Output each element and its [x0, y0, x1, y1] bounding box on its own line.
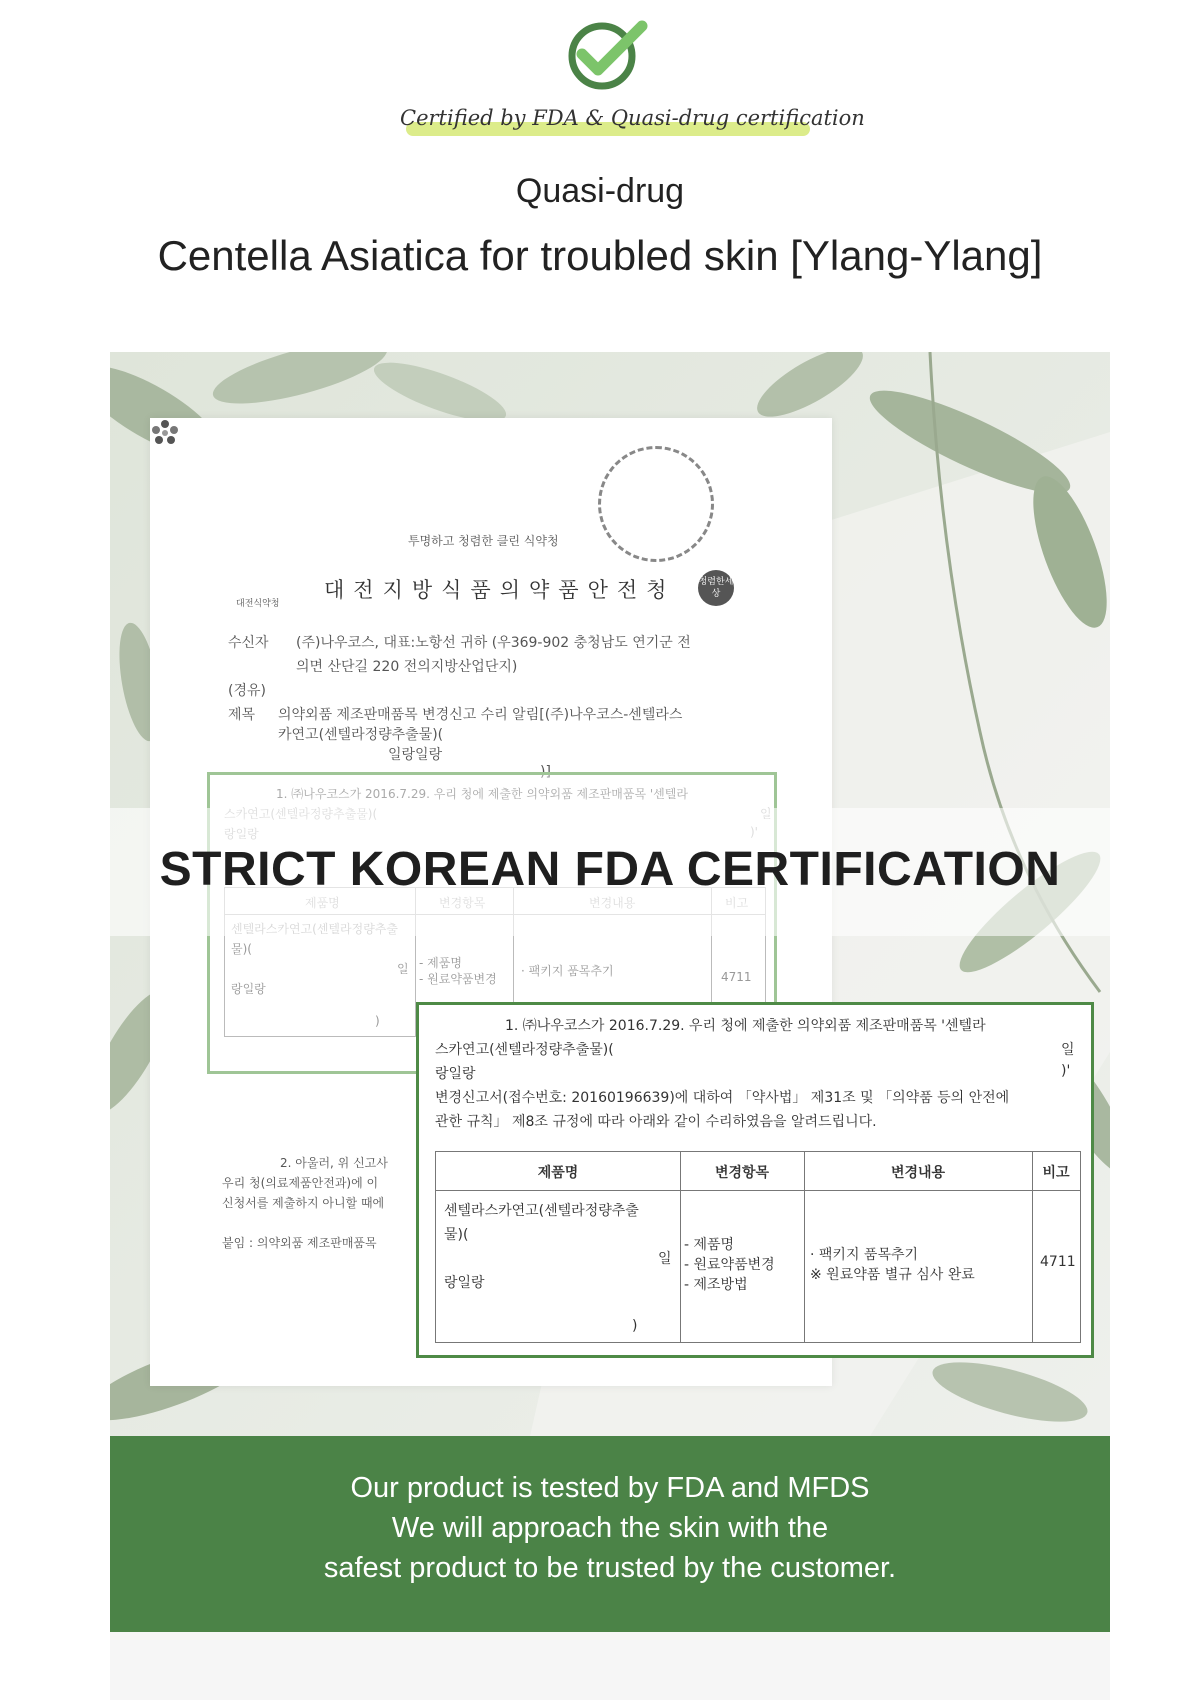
zoom-line-3-right: )'	[1061, 1063, 1071, 1079]
trust-statement-banner	[110, 1436, 1110, 1632]
product-line-1: 센텔라스카연고(센텔라정량추출	[444, 1203, 639, 1219]
table-header-product: 제품명	[537, 1165, 579, 1181]
change-item-3: - 제조방법	[684, 1277, 748, 1293]
trust-line-2: We will approach the skin with the	[391, 1512, 829, 1544]
faded-note: 4711	[721, 970, 752, 984]
faded-line-1: 1. ㈜나우코스가 2016.7.29. 우리 청에 제출한 의약외품 제조판매품목 '센텔라	[276, 787, 688, 801]
subject-line-1: 의약외품 제조판매품목 변경신고 수리 알림[(주)나우코스-센텔라스	[278, 707, 683, 723]
product-title: Centella Asiatica for troubled skin [Ylang-Ylang]	[157, 232, 1043, 279]
faded-product-line-3: 일	[397, 962, 409, 976]
official-seal	[598, 446, 714, 562]
certificate-photo-panel	[110, 352, 1110, 1436]
agency-name: 대전지방식품의약품안전청	[324, 578, 676, 602]
trust-line-1: Our product is tested by FDA and MFDS	[350, 1472, 870, 1504]
recipient-label: 수신자	[228, 635, 269, 651]
faded-product-line-2: 물)(	[231, 942, 252, 956]
attachment-line: 붙임 : 의약외품 제조판매품목	[222, 1236, 377, 1250]
zoom-line-2-right: 일	[1061, 1042, 1075, 1058]
para-2-line-3: 신청서를 제출하지 아니할 때에	[222, 1196, 385, 1210]
faded-product-line-4: 랑일랑	[231, 982, 266, 996]
zoom-line-4: 변경신고서(접수번호: 20160196639)에 대하여 「약사법」 제31조 및 「의약품 등의 안전에	[435, 1090, 1010, 1106]
table-header-note: 비고	[1042, 1165, 1070, 1181]
subject-line-3: 일랑일랑	[388, 747, 443, 763]
table-header-item: 변경항목	[714, 1165, 770, 1181]
para-2-line-1: 2. 아울러, 위 신고사	[280, 1156, 388, 1170]
table-header-change: 변경내용	[890, 1165, 946, 1181]
zoom-line-2: 스카연고(센텔라정량추출물)(	[435, 1042, 614, 1058]
recipient-line-1: (주)나우코스, 대표:노항선 귀하 (우369-902 충청남도 연기군 전	[296, 635, 691, 651]
recipient-line-2: 의면 산단길 220 전의지방산업단지)	[296, 659, 518, 675]
faded-product-line-5: )	[375, 1014, 380, 1028]
product-line-5: )	[632, 1318, 638, 1334]
agency-logo-caption: 대전식약청	[236, 599, 280, 609]
faded-change-1: · 팩키지 품목추기	[521, 964, 614, 978]
headline: STRICT KOREAN FDA CERTIFICATION	[159, 843, 1061, 896]
zoom-line-1: 1. ㈜나우코스가 2016.7.29. 우리 청에 제출한 의약외품 제조판매품목 '센텔라	[505, 1018, 986, 1034]
certification-caption	[400, 104, 865, 138]
faded-item-1: - 제품명	[419, 956, 462, 970]
product-category: Quasi-drug	[515, 172, 685, 210]
bottom-strip	[110, 1632, 1110, 1700]
change-detail-2: ※ 원료약품 별규 심사 완료	[810, 1267, 975, 1283]
product-line-2: 물)(	[444, 1227, 469, 1243]
integrity-stamp: 청렴한세상	[698, 570, 734, 606]
certified-text: Certified by FDA & Quasi-drug certification	[400, 106, 865, 130]
change-item-2: - 원료약품변경	[684, 1257, 775, 1273]
subject-line-4: )]	[540, 764, 551, 780]
faded-item-2: - 원료약품변경	[419, 972, 497, 986]
agency-logo-icon	[150, 418, 180, 448]
via-label: (경유)	[228, 683, 266, 699]
trust-line-3: safest product to be trusted by the customer.	[323, 1552, 897, 1584]
para-2-line-2: 우리 청(의료제품안전과)에 이	[222, 1176, 379, 1190]
zoom-line-5: 관한 규칙」 제8조 규정에 따라 아래와 같이 수리하였음을 알려드립니다.	[435, 1114, 877, 1130]
change-detail-1: · 팩키지 품목추기	[810, 1247, 919, 1263]
product-line-3: 일	[658, 1251, 672, 1267]
check-circle-icon	[564, 16, 650, 92]
agency-slogan: 투명하고 청렴한 클린 식약청	[408, 534, 559, 548]
zoom-line-3: 랑일랑	[435, 1066, 476, 1082]
change-item-1: - 제품명	[684, 1237, 735, 1253]
zoomed-certificate-excerpt	[416, 1002, 1094, 1358]
change-table	[435, 1151, 1081, 1343]
subject-line-2: 카연고(센텔라정량추출물)(	[278, 727, 444, 743]
subject-label: 제목	[228, 707, 256, 723]
change-note: 4711	[1040, 1254, 1076, 1270]
product-line-4: 랑일랑	[444, 1275, 485, 1291]
